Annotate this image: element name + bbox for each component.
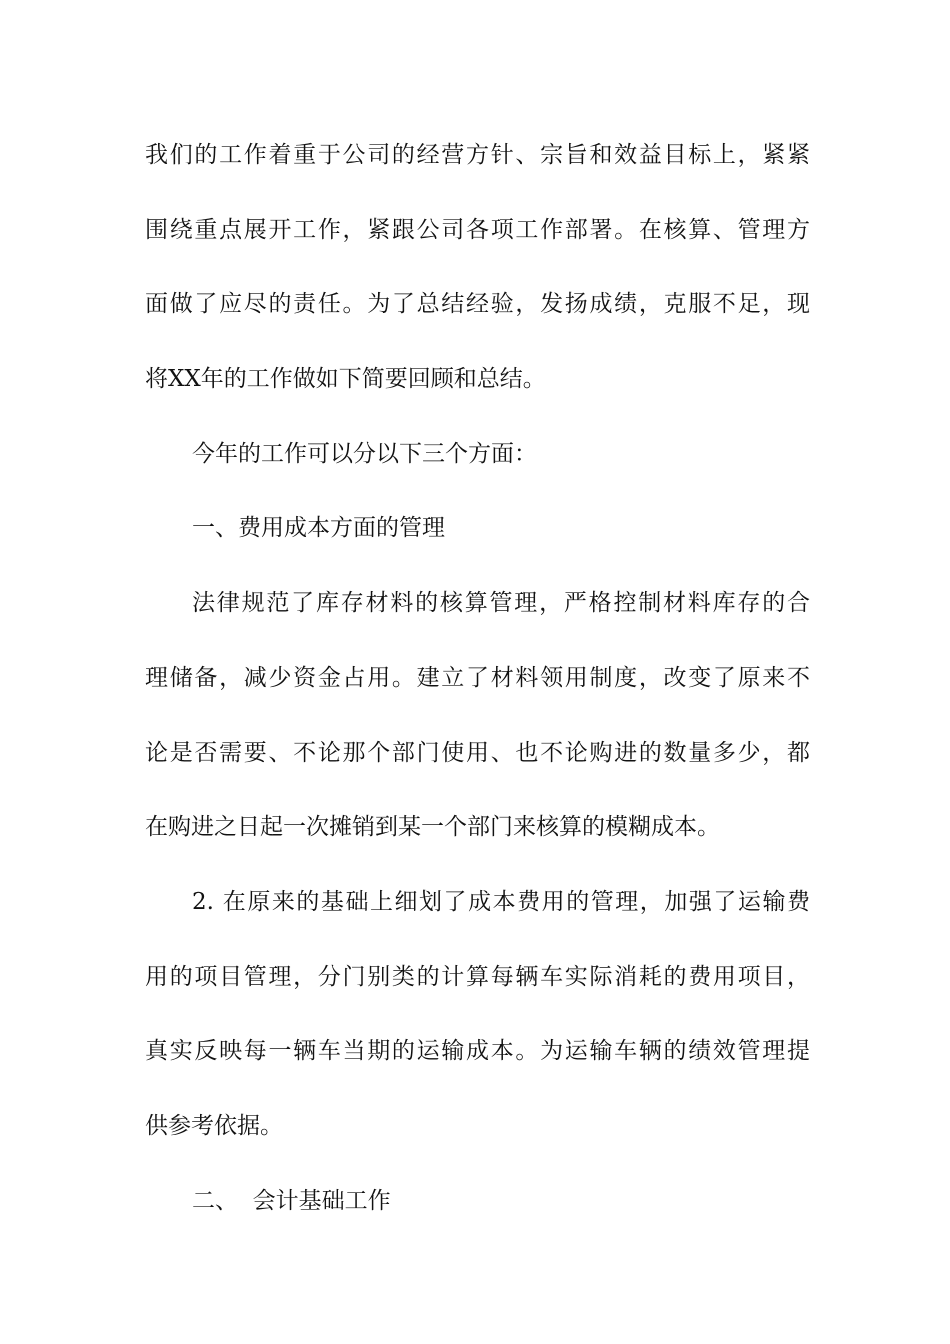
paragraph-line: 供参考依据。 — [145, 1112, 283, 1139]
paragraph-line: 论是否需要、不论那个部门使用、也不论购进的数量多少，都 — [145, 739, 810, 766]
paragraph-line: 今年的工作可以分以下三个方面： — [192, 440, 537, 467]
document-body — [145, 118, 810, 1238]
paragraph-line: 法律规范了库存材料的核算管理，严格控制材料库存的合 — [192, 590, 810, 617]
paragraph-line: 我们的工作着重于公司的经营方针、宗旨和效益目标上，紧紧 — [145, 142, 810, 168]
paragraph-line: 真实反映每一辆车当期的运输成本。为运输车辆的绩效管理提 — [145, 1038, 810, 1065]
section-heading: 二、 会计基础工作 — [192, 1187, 391, 1214]
paragraph-line: 在购进之日起一次摊销到某一个部门来核算的模糊成本。 — [145, 814, 720, 841]
paragraph-line: 面做了应尽的责任。为了总结经验，发扬成绩，克服不足，现 — [145, 291, 810, 318]
paragraph-line: 2. 在原来的基础上细划了成本费用的管理，加强了运输费 — [192, 888, 810, 915]
paragraph-line: 用的项目管理，分门别类的计算每辆车实际消耗的费用项目， — [145, 963, 810, 990]
paragraph-line: 理储备，减少资金占用。建立了材料领用制度，改变了原来不 — [145, 664, 810, 691]
section-heading: 一、费用成本方面的管理 — [192, 515, 445, 542]
paragraph-line: 围绕重点展开工作，紧跟公司各项工作部署。在核算、管理方 — [145, 216, 810, 243]
paragraph-line: 将XX年的工作做如下简要回顾和总结。 — [145, 366, 546, 393]
